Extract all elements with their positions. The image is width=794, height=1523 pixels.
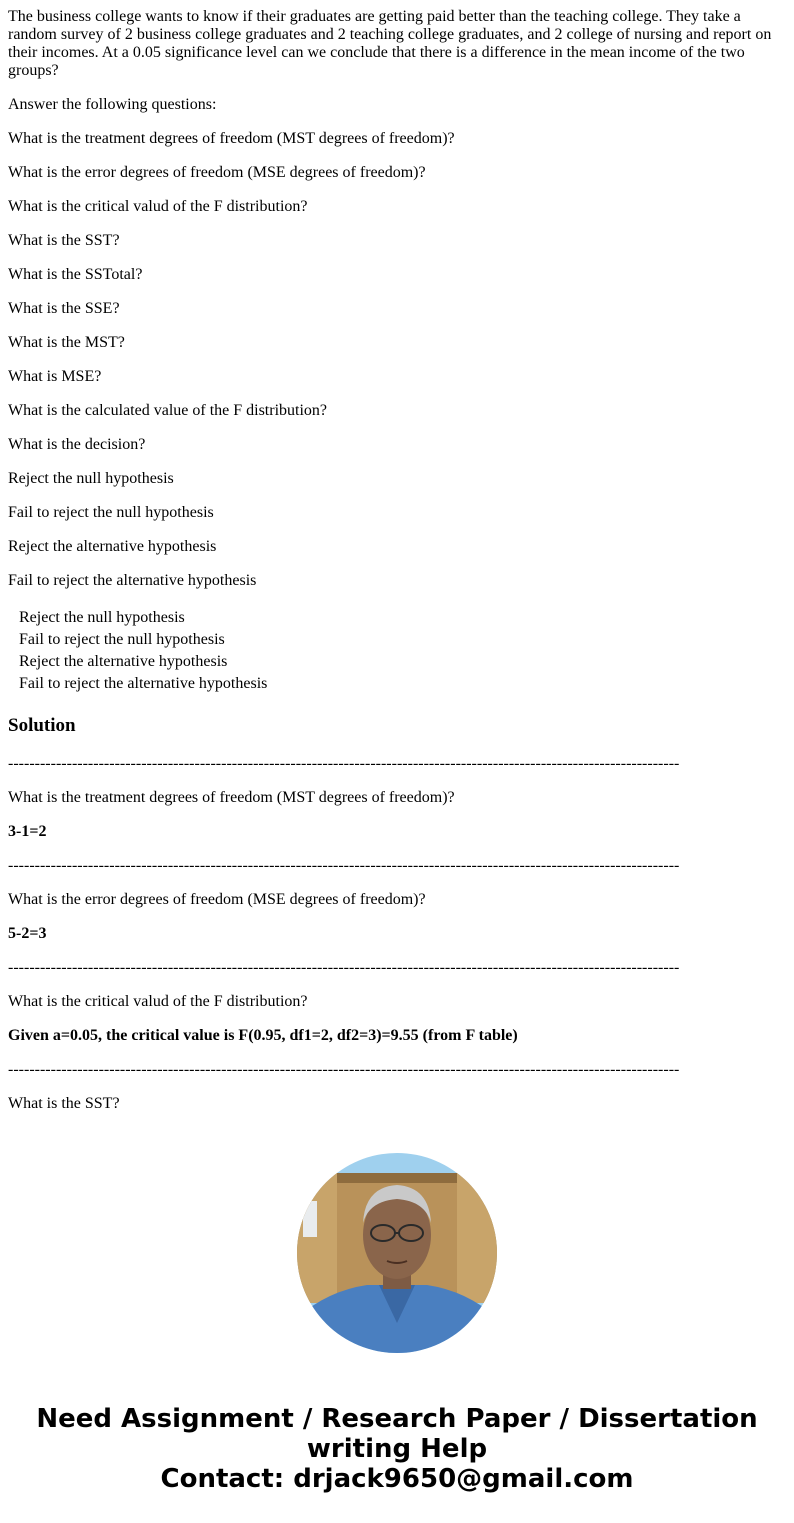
tutor-avatar: [297, 1153, 497, 1353]
answer-option: Fail to reject the alternative hypothesis: [19, 675, 268, 692]
question-item: Reject the alternative hypothesis: [8, 538, 217, 555]
tutor-portrait-image: [297, 1153, 497, 1353]
solution-answer: 5-2=3: [8, 925, 47, 942]
solution-question: What is the treatment degrees of freedom (MST degrees of freedom)?: [8, 789, 455, 806]
separator-line: ------------------------------------------------------------------------------------------------------------------------------: [8, 857, 680, 874]
question-item: Fail to reject the null hypothesis: [8, 504, 214, 521]
solution-question: What is the error degrees of freedom (MSE degrees of freedom)?: [8, 891, 426, 908]
question-item: What is the treatment degrees of freedom (MST degrees of freedom)?: [8, 130, 455, 147]
solution-question: What is the critical valud of the F distribution?: [8, 993, 308, 1010]
question-item: What is the SSTotal?: [8, 266, 143, 283]
promo-banner: [0, 1404, 794, 1494]
separator-line: ------------------------------------------------------------------------------------------------------------------------------: [8, 959, 680, 976]
solution-answer: Given a=0.05, the critical value is F(0.95, df1=2, df2=3)=9.55 (from F table): [8, 1027, 518, 1044]
question-item: What is the error degrees of freedom (MSE degrees of freedom)?: [8, 164, 426, 181]
answer-option: Reject the null hypothesis: [19, 609, 185, 626]
question-item: What is the decision?: [8, 436, 146, 453]
question-item: Reject the null hypothesis: [8, 470, 174, 487]
question-item: What is the SSE?: [8, 300, 120, 317]
answer-option: Fail to reject the null hypothesis: [19, 631, 225, 648]
answer-option: Reject the alternative hypothesis: [19, 653, 228, 670]
question-item: Fail to reject the alternative hypothesis: [8, 572, 257, 589]
question-intro: The business college wants to know if their graduates are getting paid better than the teaching college. They take a random survey of 2 business college graduates and 2 teaching college graduates, and 2 college of nursing and report on their incomes. At a 0.05 significance level can we conclude that there is a difference in the mean income of the two groups?: [8, 8, 772, 79]
question-item: What is the critical valud of the F distribution?: [8, 198, 308, 215]
solution-heading: Solution: [8, 715, 76, 736]
solution-answer: 3-1=2: [8, 823, 47, 840]
promo-line: writing Help: [306, 1434, 488, 1464]
question-item: What is the SST?: [8, 232, 120, 249]
answer-options: [19, 608, 267, 696]
promo-contact: Contact: drjack9650@gmail.com: [160, 1464, 634, 1494]
separator-line: ------------------------------------------------------------------------------------------------------------------------------: [8, 1061, 680, 1078]
promo-line: Need Assignment / Research Paper / Dissertation: [36, 1404, 758, 1434]
question-item: What is MSE?: [8, 368, 102, 385]
question-item: What is the MST?: [8, 334, 125, 351]
question-item: What is the calculated value of the F distribution?: [8, 402, 328, 419]
answer-prompt: Answer the following questions:: [8, 96, 217, 113]
solution-question: What is the SST?: [8, 1095, 120, 1112]
separator-line: ------------------------------------------------------------------------------------------------------------------------------: [8, 755, 680, 772]
